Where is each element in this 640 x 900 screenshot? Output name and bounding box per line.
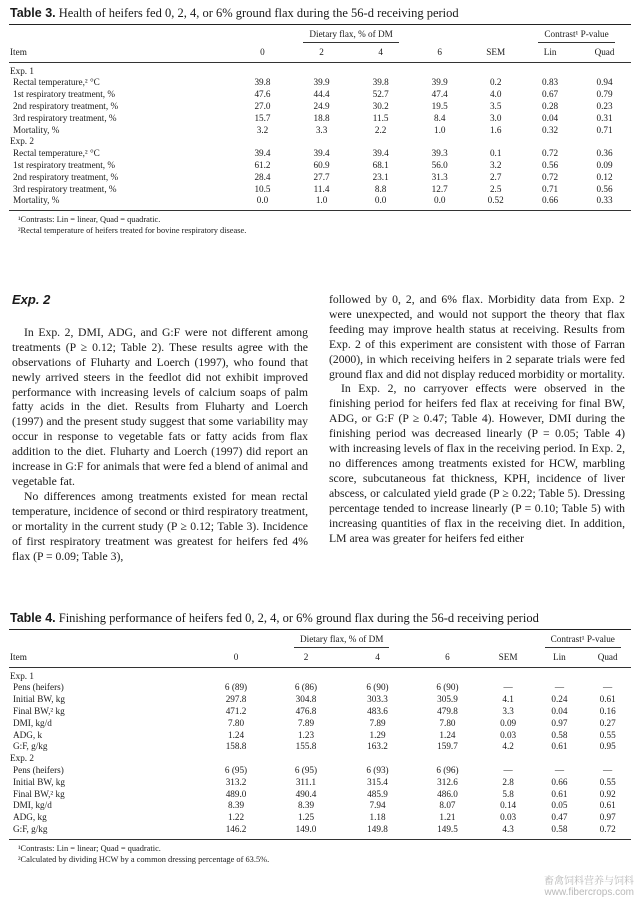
group-header [202,630,482,648]
table-cell: — [603,764,613,775]
table-row [9,77,631,89]
table-cell: 149.8 [342,824,414,839]
row-label: 2nd respiratory treatment, % [13,100,119,111]
table-cell: 0.61 [599,800,616,811]
table-cell: 0.05 [551,800,568,811]
row-label: Pens (heifers) [13,764,64,775]
table-cell: 2.5 [489,183,502,194]
table-row [9,694,631,706]
table-cell: 155.8 [295,741,317,752]
table-row [9,89,631,101]
table-cell: 39.4 [313,148,330,159]
row-label: ADG, kg [13,812,47,823]
table-cell: 0.14 [500,800,517,811]
table-cell: 0.55 [599,776,616,787]
table-cell: 47.6 [254,89,271,100]
table-3-caption: Table 3. Health of heifers fed 0, 2, 4, or 6% ground flax during the 56-d receiving period [9,6,631,25]
table-cell: 6 (86) [294,682,318,693]
table-cell: 0.28 [542,100,559,111]
table-cell: 27.0 [254,100,271,111]
table-cell: 2.2 [374,124,387,135]
table-cell: 24.9 [313,100,330,111]
row-label: ADG, k [13,729,43,740]
table-cell: 23.1 [372,171,389,182]
paragraph: No differences among treatments existed for mean rectal temperature, incidence of second or third respiratory treatment, or mortality in the current study (P ≥ 0.12; Table 3). Incidence of first respiratory treatment was greatest for heifers fed 4% flax (P = 0.09; Table 3), [12,489,308,563]
paragraph: followed by 0, 2, and 6% flax. Morbidity data from Exp. 2 were unexpected, and would not support the theory that flax feeding may improve health status at receiving. Results from Exp. 2 of this experiment are consistent with those of Farran (2000), in which receiving heifers in 2 separate trials were fed ground flax and did not display reduced morbidity or mortality. [329,293,625,381]
table-cell: 0.67 [542,89,559,100]
section-label: Exp. 2 [10,753,34,764]
table-cell: 1.24 [227,729,245,740]
table-cell: — [603,682,613,693]
table-cell: 11.4 [313,183,330,194]
table-row [9,789,631,801]
table-cell: 15.7 [254,112,271,123]
table-cell: 0.52 [469,195,522,210]
body-column-left [12,293,308,564]
table-cell: 1.0 [433,124,446,135]
column-header: SEM [482,648,535,667]
group-header [535,630,631,648]
table-4-grid [9,630,631,840]
row-label: DMI, kg/d [13,800,52,811]
row-label: Mortality, % [9,195,233,210]
column-header: SEM [469,43,522,62]
table-cell: 0.32 [542,124,559,135]
table-cell: 315.4 [367,776,388,787]
row-label: 3rd respiratory treatment, % [13,112,117,123]
table-cell: 3.3 [315,124,328,135]
column-header: Lin [522,43,578,62]
column-header: 2 [292,43,351,62]
table-cell: 39.3 [431,148,448,159]
footnote: ²Rectal temperature of heifers treated for bovine respiratory disease. [18,226,247,236]
table-cell: 0.04 [542,112,559,123]
table-cell: 39.9 [431,77,448,88]
table-cell: 0.33 [578,195,631,210]
column-header: 0 [233,43,292,62]
group-header-label: Contrast¹ P-value [545,634,621,648]
row-label: 1st respiratory treatment, % [13,159,116,170]
table-cell: 3.2 [489,159,502,170]
column-header: Item [9,43,233,62]
table-cell: 1.21 [439,812,456,823]
table-cell: 485.9 [367,788,388,799]
table-cell: 0.61 [551,788,568,799]
table-4-footnotes [9,840,631,865]
table-cell: 0.83 [542,77,559,88]
table-cell: 311.1 [295,776,317,787]
column-header: Quad [578,43,631,62]
table-cell: 149.5 [413,824,481,839]
table-cell: 0.71 [596,124,613,135]
table-row [9,730,631,742]
table-cell: 1.24 [439,729,456,740]
table-cell: 1.22 [227,812,245,823]
table-cell: 305.9 [437,694,458,705]
table-cell: 0.0 [351,195,410,210]
table-cell: 0.72 [542,171,559,182]
section-label: Exp. 2 [10,136,34,147]
table-3 [9,6,631,236]
table-row [9,718,631,730]
table-cell: 0.31 [596,112,613,123]
table-cell: 3.0 [489,112,502,123]
group-header [233,25,469,43]
table-row [9,706,631,718]
table-cell: 2.8 [502,776,514,787]
table-cell: 7.94 [369,800,386,811]
table-cell: 0.97 [551,717,568,728]
section-heading: Exp. 2 [12,292,51,307]
body-column-right [329,293,625,546]
table-cell: 1.6 [489,124,502,135]
table-cell: — [554,682,564,693]
table-cell: 0.0 [233,195,292,210]
table-row [9,184,631,196]
table-cell: 0.1 [489,148,502,159]
table-cell: 6 (90) [366,682,389,693]
table-cell: 483.6 [367,705,388,716]
table-cell: 312.6 [437,776,458,787]
group-header-spacer [9,630,202,648]
table-cell: 0.09 [500,717,517,728]
row-label: Initial BW, kg [13,694,65,705]
table-cell: 0.36 [596,148,613,159]
column-header: 0 [202,648,270,667]
table-cell: 68.1 [372,159,389,170]
table-cell: 0.04 [551,705,568,716]
row-label: Initial BW, kg [13,776,65,787]
table-row [9,148,631,160]
column-header: 4 [351,43,410,62]
footnote: ¹Contrasts: Lin = linear, Quad = quadratic. [18,215,161,225]
row-label: Rectal temperature,² °C [13,148,100,159]
table-cell: 27.7 [313,171,330,182]
table-cell: 4.0 [489,89,502,100]
row-label: 3rd respiratory treatment, % [13,183,117,194]
table-row [9,765,631,777]
footnote: ²Calculated by dividing HCW by a common dressing percentage of 63.5%. [18,854,270,864]
table-cell: 39.8 [372,77,389,88]
table-row [9,824,631,839]
table-cell: 0.23 [596,100,613,111]
table-cell: 0.24 [551,694,568,705]
row-label: G:F, g/kg [13,741,48,752]
table-row [9,741,631,753]
table-cell: 39.4 [372,148,389,159]
table-3-footnotes [9,211,631,236]
table-cell: 1.0 [292,195,351,210]
table-3-grid [9,25,631,211]
table-cell: 0.58 [551,729,568,740]
table-cell: 1.23 [297,729,315,740]
table-cell: 0.97 [599,812,616,823]
table-cell: 476.8 [295,705,317,716]
table-cell: — [503,764,513,775]
column-header: Lin [535,648,585,667]
row-label: 1st respiratory treatment, % [13,89,116,100]
column-header: Item [9,648,202,667]
table-cell: 10.5 [254,183,271,194]
section-label: Exp. 1 [10,65,34,76]
table-cell: 0.66 [551,776,568,787]
table-cell: 61.2 [254,159,271,170]
table-4 [9,611,631,865]
table-cell: 297.8 [225,694,247,705]
table-cell: 1.29 [369,729,386,740]
table-cell: 12.7 [431,183,448,194]
column-header: 6 [410,43,469,62]
table-cell: 30.2 [372,100,389,111]
table-cell: 0.94 [596,77,613,88]
table-cell: 7.80 [227,717,245,728]
table-cell: 8.39 [297,800,315,811]
table-cell: 28.4 [254,171,271,182]
row-label: DMI, kg/d [13,717,52,728]
table-cell: 1.25 [297,812,315,823]
table-cell: — [554,764,564,775]
table-row [9,195,631,210]
table-cell: 0.56 [542,159,559,170]
table-cell: 0.03 [500,812,517,823]
row-label: Pens (heifers) [13,682,64,693]
table-cell: 39.8 [254,77,271,88]
table-cell: 146.2 [202,824,270,839]
table-row [9,113,631,125]
table-row [9,800,631,812]
table-cell: 6 (93) [366,764,389,775]
group-header-label: Contrast¹ P-value [538,29,614,43]
group-header-label: Dietary flax, % of DM [294,634,389,648]
table-cell: 5.8 [502,788,514,799]
table-cell: 490.4 [295,788,317,799]
column-header: 2 [270,648,342,667]
row-label: Final BW,² kg [13,788,65,799]
paragraph: In Exp. 2, DMI, ADG, and G:F were not different among treatments (P ≥ 0.12; Table 2). These results agree with the observations of Fluharty and Loerch (1997), who found that newly arrived steers in the feedlot did not exhibit improved performance with increasing levels of calcium soaps of palm fatty acids in the diet. Results from Fluharty and Loerch (1997) and the present study suggest that some variability may occur in response to vegetable fats or fatty acids from flax addition to the diet. Fluharty and Loerch (1997) did report an increase in G:F for animals that were fed a blend of animal and vegetable fat. [12,325,308,488]
table-cell: 0.47 [551,812,568,823]
table-cell: 1.18 [369,812,386,823]
group-header-spacer [469,25,522,43]
table-4-caption: Table 4. Finishing performance of heifers fed 0, 2, 4, or 6% ground flax during the 56-d receiving period [9,611,631,630]
column-header: 6 [413,648,481,667]
paragraph: In Exp. 2, no carryover effects were observed in the finishing period for heifers fed flax at receiving for final BW, ADG, or G:F (P ≥ 0.47; Table 4). However, DMI during the finishing period was decreased linearly (P = 0.05; Table 4) with increasing levels of flax in the receiving period. In Exp. 2, no differences among treatments existed for HCW, marbling score, subcutaneous fat thickness, KPH, incidence of liver abscess, or calculated yield grade (P ≥ 0.22; Table 5). Dressing percentage tended to increase linearly (P = 0.10; Table 5) with increasing quantities of flax in the receiving diet. In addition, LM area was greater for heifers fed either [329,382,625,545]
table-cell: 8.07 [439,800,456,811]
table-cell: 4.3 [482,824,535,839]
group-header-spacer [482,630,535,648]
table-row [9,125,631,137]
table-cell: 19.5 [431,100,448,111]
table-cell: 31.3 [431,171,448,182]
table-cell: 0.16 [599,705,616,716]
table-cell: 4.1 [502,694,514,705]
table-cell: 0.2 [489,77,502,88]
table-cell: 3.2 [256,124,269,135]
table-cell: 2.7 [489,171,502,182]
row-label: Mortality, % [13,124,60,135]
table-cell: 149.0 [270,824,342,839]
table-row [9,160,631,172]
table-row [9,101,631,113]
group-header-spacer [9,25,233,43]
table-cell: 0.27 [599,717,616,728]
table-cell: 18.8 [313,112,330,123]
table-cell: 158.8 [225,741,247,752]
table-cell: 0.72 [584,824,631,839]
footnote: ¹Contrasts: Lin = linear; Quad = quadratic. [18,843,161,853]
table-cell: 56.0 [431,159,448,170]
table-cell: 303.3 [367,694,388,705]
row-label: G:F, g/kg [9,824,202,839]
table-row [9,777,631,789]
table-row [9,172,631,184]
table-cell: 47.4 [431,89,448,100]
table-cell: 52.7 [372,89,389,100]
table-cell: 0.09 [596,159,613,170]
table-cell: 0.66 [522,195,578,210]
table-cell: 6 (95) [294,764,318,775]
table-cell: 0.79 [596,89,613,100]
table-cell: 3.5 [489,100,502,111]
table-cell: — [503,682,513,693]
table-cell: 6 (89) [224,682,248,693]
table-cell: 3.3 [502,705,514,716]
table-cell: 0.61 [599,694,616,705]
column-header: Quad [584,648,631,667]
table-cell: 7.89 [369,717,386,728]
table-cell: 39.9 [313,77,330,88]
table-cell: 159.7 [437,741,458,752]
table-cell: 8.39 [227,800,245,811]
table-cell: 0.58 [535,824,585,839]
table-cell: 44.4 [313,89,330,100]
table-cell: 0.92 [599,788,616,799]
table-cell: 0.0 [410,195,469,210]
table-cell: 163.2 [367,741,388,752]
group-header [522,25,631,43]
table-cell: 7.89 [297,717,315,728]
watermark: 畜禽饲料营养与饲料 www.fibercrops.com [544,876,634,898]
table-cell: 0.55 [599,729,616,740]
table-cell: 0.56 [596,183,613,194]
table-cell: 8.4 [433,112,446,123]
column-header: 4 [342,648,414,667]
row-label: Final BW,² kg [13,705,65,716]
table-cell: 6 (96) [436,764,459,775]
table-row [9,812,631,824]
table-cell: 11.5 [372,112,389,123]
table-cell: 0.95 [599,741,616,752]
table-cell: 0.72 [542,148,559,159]
group-header-label: Dietary flax, % of DM [303,29,398,43]
table-cell: 0.71 [542,183,559,194]
section-label: Exp. 1 [10,670,34,681]
table-cell: 39.4 [254,148,271,159]
table-cell: 0.12 [596,171,613,182]
table-cell: 0.03 [500,729,517,740]
row-label: Rectal temperature,² °C [13,77,100,88]
row-label: 2nd respiratory treatment, % [13,171,119,182]
table-cell: 471.2 [225,705,247,716]
table-cell: 6 (95) [224,764,248,775]
table-cell: 313.2 [225,776,247,787]
table-cell: 60.9 [313,159,330,170]
table-cell: 0.61 [551,741,568,752]
table-cell: 304.8 [295,694,317,705]
table-cell: 489.0 [225,788,247,799]
table-cell: 6 (90) [436,682,459,693]
table-cell: 7.80 [439,717,456,728]
table-cell: 8.8 [374,183,387,194]
table-cell: 4.2 [502,741,514,752]
table-cell: 479.8 [437,705,458,716]
table-cell: 486.0 [437,788,458,799]
table-row [9,682,631,694]
